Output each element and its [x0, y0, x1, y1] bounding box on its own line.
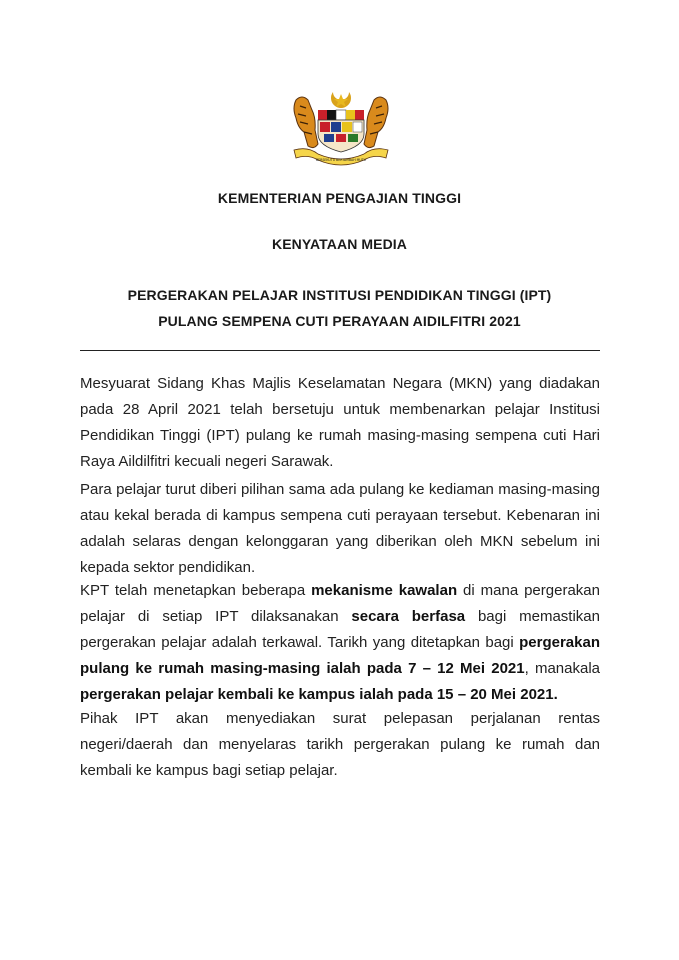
ministry-name: KEMENTERIAN PENGAJIAN TINGGI: [217, 190, 462, 206]
p3-text-4: , manakala: [524, 660, 600, 677]
paragraph-1: Mesyuarat Sidang Khas Majlis Keselamatan Negara (MKN) yang diadakan pada 28 April 2021 telah bersetuju untuk membenarkan pelajar Institusi Pendidikan Tinggi (IPT) pulang ke rumah masing-masing sempena cuti Hari Raya Aildilfitri kecuali negeri Sarawak.: [80, 375, 600, 470]
document-type: KENYATAAN MEDIA: [271, 236, 408, 252]
coat-of-arms-icon: [288, 88, 394, 168]
p3-bold-return-home-dates: pergerakan pulang ke rumah masing-masing ialah pada 7 – 12 Mei 2021: [80, 634, 600, 677]
crest-motto: BERSEKUTU BERTAMBAH MUTU: [315, 158, 367, 162]
p3-bold-phased: secara berfasa: [351, 608, 466, 625]
p3-text-3: bagi memastikan pergerakan pelajar adalah terkawal. Tarikh yang ditetapkan bagi: [80, 608, 600, 651]
paragraph-3: [80, 578, 600, 708]
p3-text-2: di mana pergerakan pelajar di setiap IPT dilaksanakan: [80, 582, 600, 625]
p3-text-1: KPT telah menetapkan beberapa: [80, 582, 312, 599]
title-line-1: PERGERAKAN PELAJAR INSTITUSI PENDIDIKAN TINGGI (IPT): [127, 287, 552, 303]
p3-bold-return-campus-dates: pergerakan pelajar kembali ke kampus ialah pada 15 – 20 Mei 2021.: [80, 686, 558, 703]
paragraph-2: Para pelajar turut diberi pilihan sama ada pulang ke kediaman masing-masing atau kekal berada di kampus sempena cuti perayaan tersebut. Kebenaran ini adalah selaras dengan kelonggaran yang diberikan oleh MKN sebelum ini kepada sektor pendidikan.: [80, 481, 600, 576]
p3-bold-control-mechanism: mekanisme kawalan: [311, 582, 458, 599]
paragraph-4: Pihak IPT akan menyediakan surat pelepasan perjalanan rentas negeri/daerah dan menyelaras tarikh pergerakan pulang ke rumah dan kembali ke kampus bagi setiap pelajar.: [80, 710, 600, 779]
title-line-2: PULANG SEMPENA CUTI PERAYAAN AIDILFITRI 2021: [158, 313, 521, 329]
title-divider: [80, 350, 600, 351]
